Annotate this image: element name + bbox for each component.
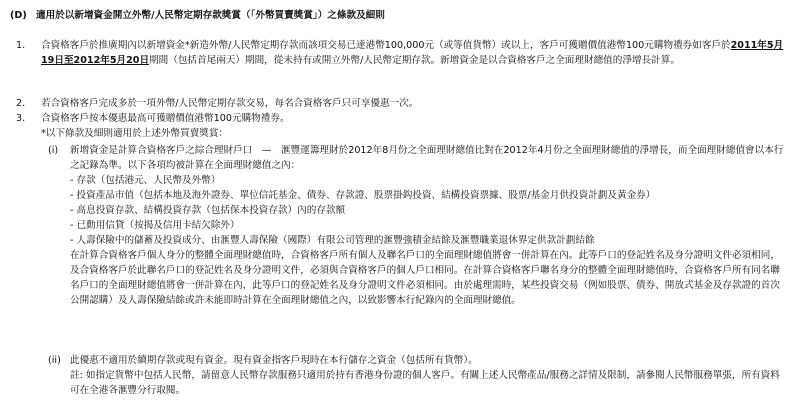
sub-clause-note: 註: 如指定貨幣中包括人民幣，請留意人民幣存款服務只適用於持有香港身份證的個人客戶。有關上述人民幣產品/服務之詳情及限制，請參閱人民幣服務單張，所有資料可在全港各滙豐分行取閱。 [70,370,780,396]
sub-clause-text: 新增資金是計算合資格客戶之綜合理財戶口 — 滙豐運籌理財於2012年8月份之全面理財總值比對在2012年4月份之全面理財總值的淨增長，而全面理財總值會以本行之記錄為準。以下各項均被計算在全面理財總值之內： [70,145,784,171]
clause-number: 1. [16,40,26,51]
sub-clause-text: 此優惠不適用於續期存款或現有資金。現有資金指客戶現時在本行儲存之資金（包括所有貨幣）。 [70,355,478,366]
clause-text: 合資格客戶按本優惠最高可獲贈價值港幣100元購物禮券。 [41,113,290,124]
sub-clause-paragraph: 在計算合資格客戶個人身分的整體全面理財總值時，合資格客戶所有個人及聯名戶口的全面理財總值將會一併計算在內。此等戶口的登記姓名及身分證明文件必須相同，及合資格客戶於此聯名戶口的登記姓名及身分證明文件，必須與合資格客戶的個人戶口相同。在計算合資格客戶聯名身分的整體全面理財總值時，合資格客戶所有同名聯名戶口的全面理財總值將會一併計算在內，此等戶口的登記姓名及身分證明文件必須相同。由於處理需時，某些投資交易（例如股票、債券、開放式基金及存款證的首次公開認購）及人壽保險結餘或許未能即時計算在全面理財總值之內，以致影響本行紀錄內的全面理財總值。 [70,250,780,306]
clause-number: 3. [16,113,26,124]
section-title: 適用於以新增資金開立外幣/人民幣定期存款獎賞（「外幣買賣獎賞」）之條款及細則 [36,10,385,21]
clause-text [41,38,786,68]
footnote-intro: *以下條款及細則適用於上述外幣買賣獎賞： [41,128,229,139]
sub-clause-label: (ii) [48,355,61,366]
clause-1-text-before: 合資格客戶於推廣期內以新增資金*新造外幣/人民幣定期存款而該項交易已達港幣100,000元（或等值貨幣）或以上，客戶可獲贈價值港幣100元購物禮券如客戶於 [41,40,731,51]
list-item: - 高息投資存款、結構投資存款（包括保本投資存款）內的存款額 [70,205,346,216]
sub-clause-body [70,353,786,398]
clause-1-text-after: 期間（包括首尾兩天）期間，從未持有或開立外幣/人民幣定期存款。新增資金是以合資格客戶之全面理財總值的淨增長計算。 [149,55,680,66]
clause-number: 2. [16,98,26,109]
list-item: - 投資產品市值（包括本地及海外證券、單位信託基金、債券、存款證、股票掛鈎投資、結構投資票據、股票/基金月供投資計劃及黃金券） [70,190,656,201]
sub-clause-body [70,143,786,308]
clause-text: 若合資格客戶完成多於一項外幣/人民幣定期存款交易，每名合資格客戶只可享優惠一次。 [41,98,419,109]
clause-1-date-range: 2011年5月19日至2012年5月20日 [41,40,784,66]
list-item: - 已動用信貸（按揭及信用卡結欠除外） [70,220,240,231]
list-item: - 人壽保險中的儲蓄及投資成分、由滙豐人壽保險（國際）有限公司管理的滙豐強積金結餘及滙豐職業退休界定供款計劃結餘 [70,235,595,246]
section-header [10,8,385,23]
sub-clause-label: (i) [48,145,59,156]
section-label: (D) [10,10,27,21]
list-item: - 存款（包括港元、人民幣及外幣） [70,175,221,186]
